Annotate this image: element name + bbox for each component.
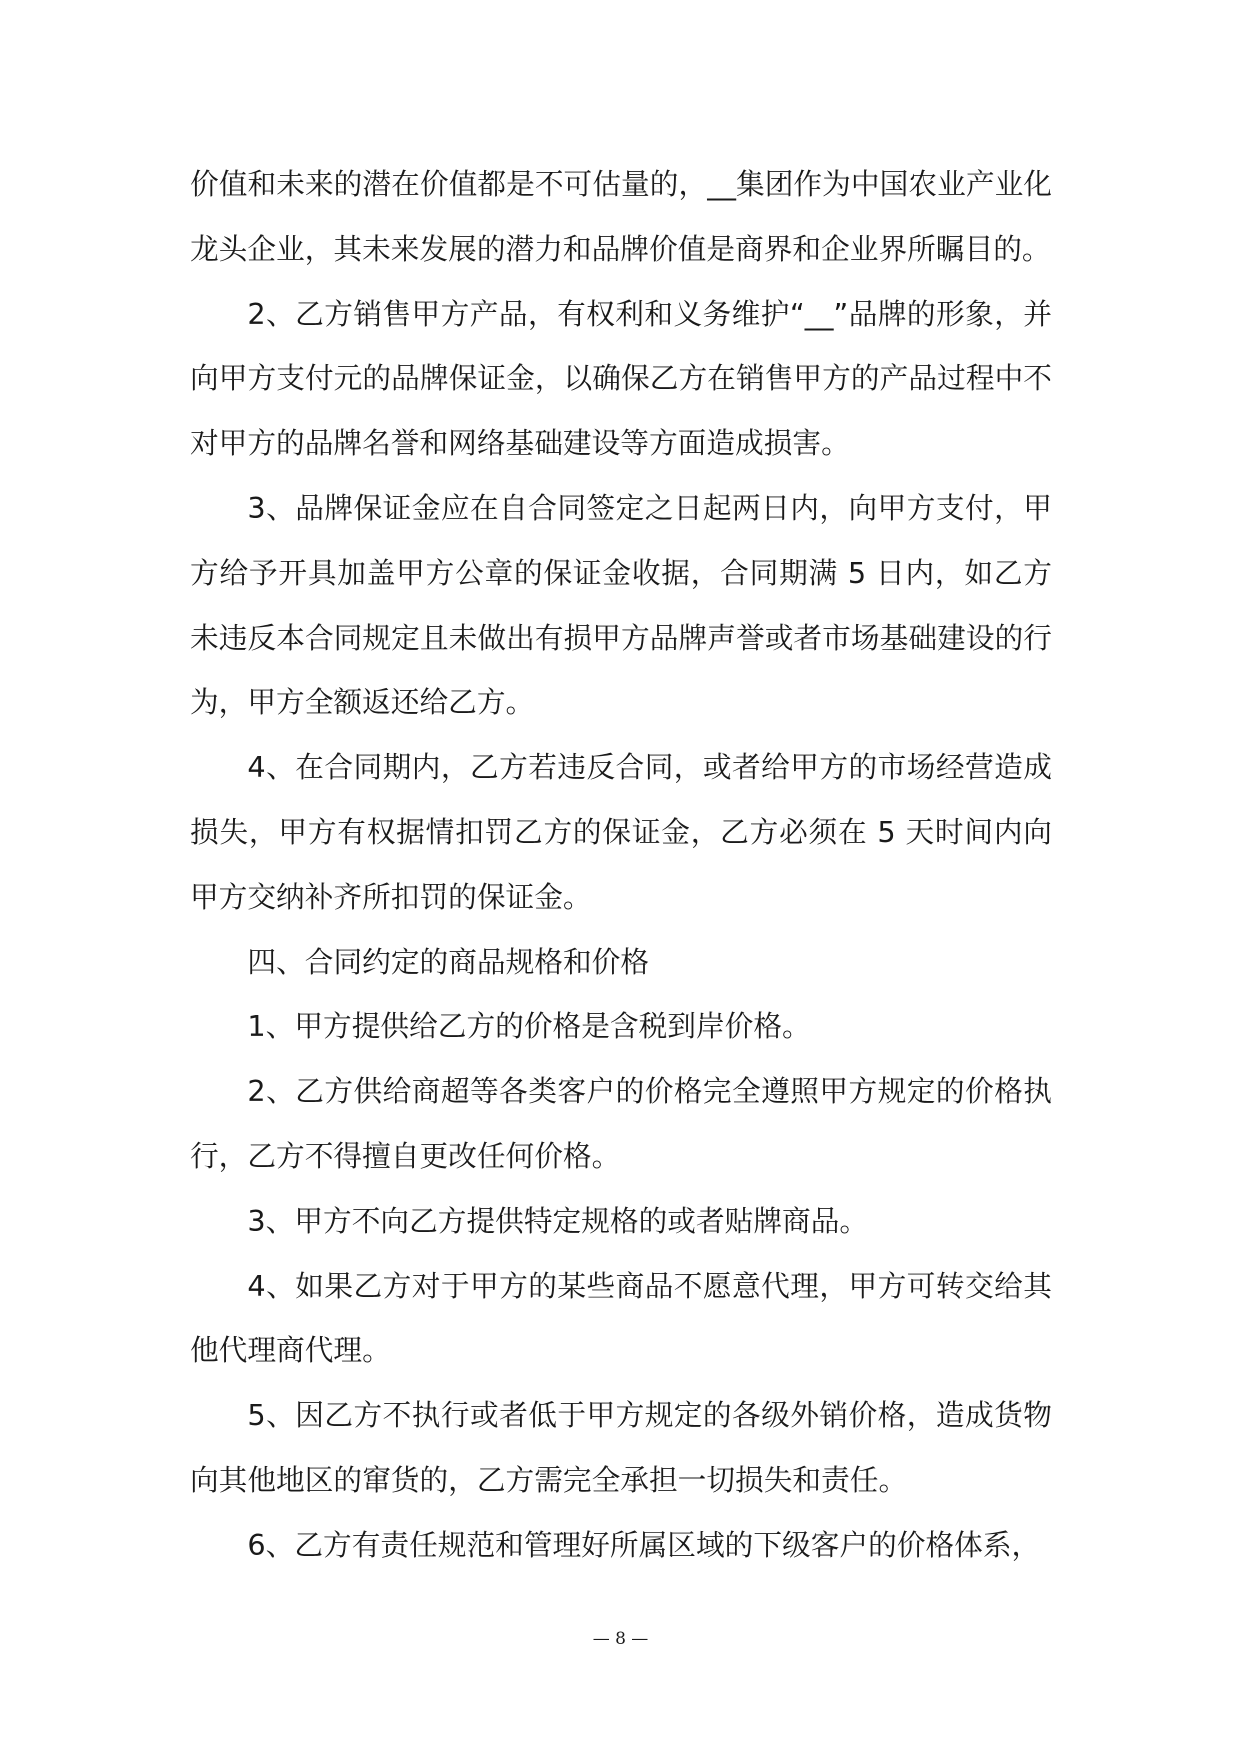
paragraph-item-5: 5、因乙方不执行或者低于甲方规定的各级外销价格，造成货物向其他地区的窜货的，乙方需完全承担一切损失和责任。 bbox=[190, 1398, 1052, 1497]
paragraph-clause-4: 4、在合同期内，乙方若违反合同，或者给甲方的市场经营造成损失，甲方有权据情扣罚乙方的保证金，乙方必须在 5 天时间内向甲方交纳补齐所扣罚的保证金。 bbox=[190, 750, 1052, 914]
paragraph-clause-3: 3、品牌保证金应在自合同签定之日起两日内，向甲方支付，甲方给予开具加盖甲方公章的保证金收据，合同期满 5 日内，如乙方未违反本合同规定且未做出有损甲方品牌声誉或者市场基础建设的行为，甲方全额返还给乙方。 bbox=[190, 490, 1052, 720]
paragraph-item-6: 6、乙方有责任规范和管理好所属区域的下级客户的价格体系， bbox=[247, 1527, 1041, 1562]
section-heading: 四、合同约定的商品规格和价格 bbox=[247, 944, 650, 979]
paragraph-item-4: 4、如果乙方对于甲方的某些商品不愿意代理，甲方可转交给其他代理商代理。 bbox=[190, 1268, 1052, 1368]
paragraph-continuation: 价值和未来的潜在价值都是不可估量的，__集团作为中国农业产业化龙头企业，其未来发展的潜力和品牌价值是商界和企业界所瞩目的。 bbox=[190, 167, 1052, 266]
paragraph-item-3: 3、甲方不向乙方提供特定规格的或者贴牌商品。 bbox=[247, 1203, 869, 1238]
paragraph-item-2: 2、乙方供给商超等各类客户的价格完全遵照甲方规定的价格执行，乙方不得擅自更改任何价格。 bbox=[190, 1074, 1052, 1173]
paragraph-item-1: 1、甲方提供给乙方的价格是含税到岸价格。 bbox=[247, 1009, 811, 1044]
paragraph-clause-2: 2、乙方销售甲方产品，有权利和义务维护“__”品牌的形象，并向甲方支付元的品牌保证金，以确保乙方在销售甲方的产品过程中不对甲方的品牌名誉和网络基础建设等方面造成损害。 bbox=[190, 296, 1052, 461]
document-body bbox=[190, 152, 1052, 1578]
page-number: — 8 — bbox=[592, 1629, 649, 1649]
